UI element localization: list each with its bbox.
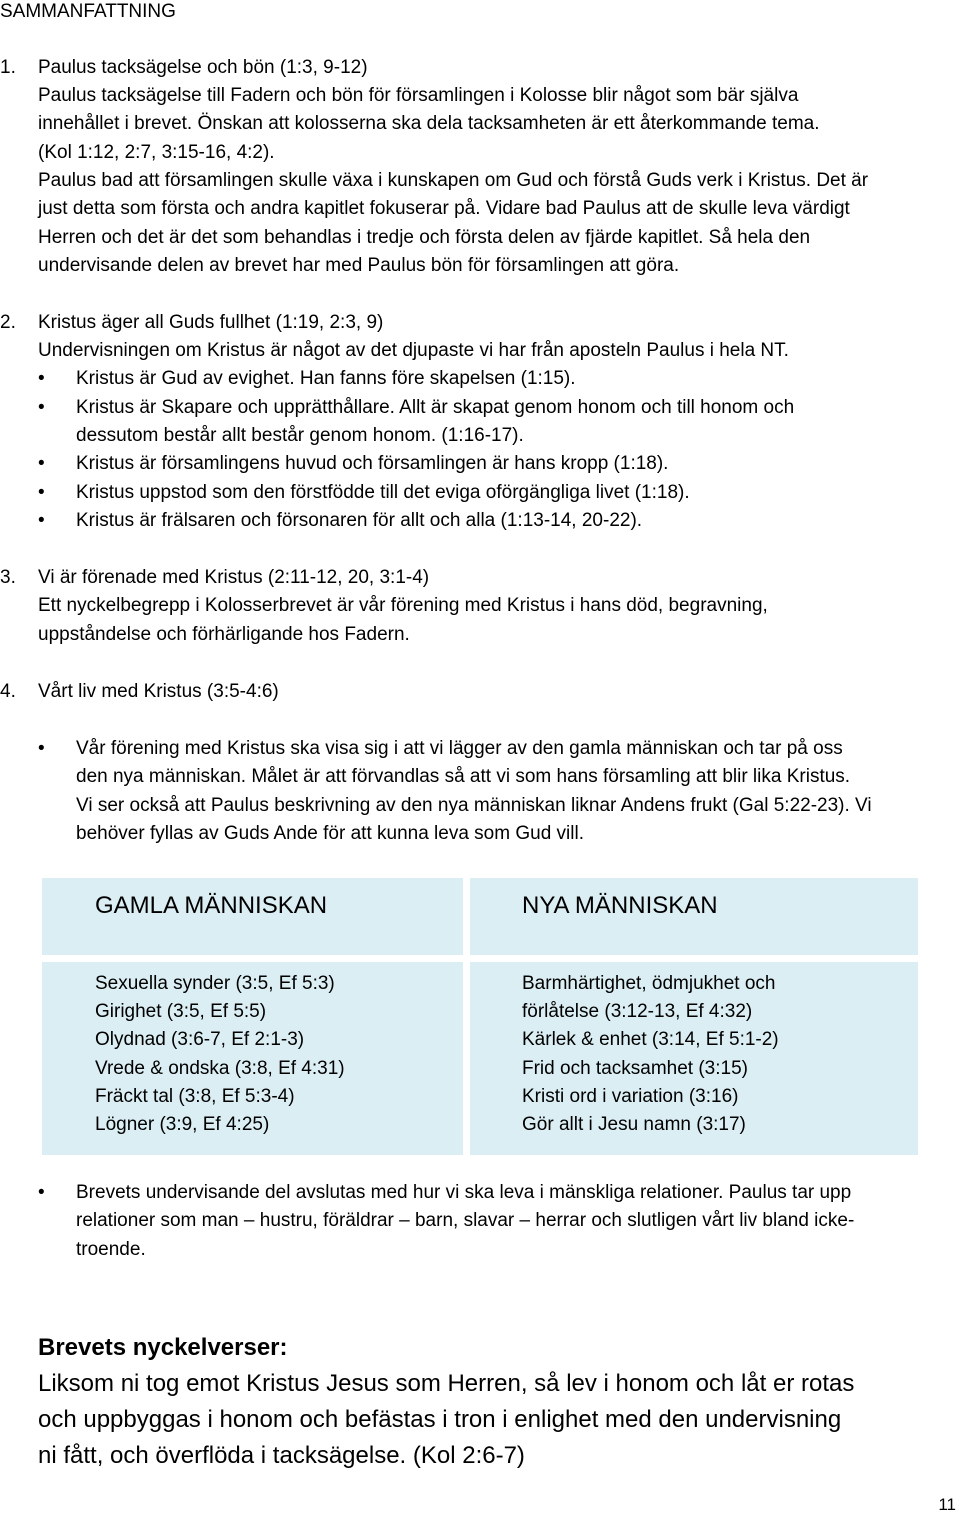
section-1-title: Paulus tacksägelse och bön (1:3, 9-12) bbox=[38, 57, 368, 78]
section-2-number: 2. bbox=[0, 312, 16, 333]
list-item: behöver fyllas av Guds Ande för att kunna leva som Gud vill. bbox=[76, 823, 584, 844]
section-1-line: Paulus bad att församlingen skulle växa i kunskapen om Gud och förstå Guds verk i Kristus. Det är bbox=[38, 170, 869, 191]
section-1-line: Herren och det är det som behandlas i tredje och första delen av fjärde kapitlet. Så hela den bbox=[38, 227, 811, 248]
section-1-line: innehållet i brevet. Önskan att kolosserna ska dela tacksamheten är ett återkommande tema. bbox=[38, 113, 820, 134]
section-1-line: just detta som första och andra kapitlet fokuserar på. Vidare bad Paulus att de skulle leva värdigt bbox=[38, 198, 850, 219]
key-verse-line: ni fått, och överflöda i tacksägelse. (Kol 2:6-7) bbox=[38, 1442, 525, 1469]
section-3-title: Vi är förenade med Kristus (2:11-12, 20, 3:1-4) bbox=[38, 567, 430, 588]
table-cell: Vrede & ondska (3:8, Ef 4:31) bbox=[95, 1058, 345, 1079]
table-cell: Gör allt i Jesu namn (3:17) bbox=[522, 1114, 746, 1135]
list-item: den nya människan. Målet är att förvandlas så att vi som hans församling att blir lika Kristus. bbox=[76, 766, 851, 787]
list-item: Kristus är Skapare och upprätthållare. Allt är skapat genom honom och till honom och bbox=[76, 397, 795, 418]
bullet-icon: • bbox=[38, 510, 45, 531]
section-3-line: Ett nyckelbegrepp i Kolosserbrevet är vår förening med Kristus i hans död, begravning, bbox=[38, 595, 768, 616]
bullet-icon: • bbox=[38, 453, 45, 474]
section-2-intro: Undervisningen om Kristus är något av det djupaste vi har från aposteln Paulus i hela NT. bbox=[38, 340, 789, 361]
list-item: relationer som man – hustru, föräldrar – barn, slavar – herrar och slutligen vårt liv bland icke- bbox=[76, 1210, 855, 1231]
section-4-title: Vårt liv med Kristus (3:5-4:6) bbox=[38, 681, 279, 702]
section-1-number: 1. bbox=[0, 57, 16, 78]
list-item: Vi ser också att Paulus beskrivning av den nya människan liknar Andens frukt (Gal 5:22-23). Vi bbox=[76, 795, 872, 816]
bullet-icon: • bbox=[38, 397, 45, 418]
table-cell: Lögner (3:9, Ef 4:25) bbox=[95, 1114, 270, 1135]
list-item: troende. bbox=[76, 1239, 146, 1260]
table-cell: Fräckt tal (3:8, Ef 5:3-4) bbox=[95, 1086, 295, 1107]
list-item: Brevets undervisande del avslutas med hur vi ska leva i mänskliga relationer. Paulus tar upp bbox=[76, 1182, 852, 1203]
page-number: 11 bbox=[938, 1495, 956, 1514]
bullet-icon: • bbox=[38, 738, 45, 759]
key-verse-line: Liksom ni tog emot Kristus Jesus som Herren, så lev i honom och låt er rotas bbox=[38, 1370, 855, 1397]
table-cell: Frid och tacksamhet (3:15) bbox=[522, 1058, 748, 1079]
table-header-old-man: GAMLA MÄNNISKAN bbox=[95, 892, 328, 919]
list-item: Kristus är församlingens huvud och församlingen är hans kropp (1:18). bbox=[76, 453, 669, 474]
table-cell: förlåtelse (3:12-13, Ef 4:32) bbox=[522, 1001, 753, 1022]
table-cell: Olydnad (3:6-7, Ef 2:1-3) bbox=[95, 1029, 305, 1050]
section-4-number: 4. bbox=[0, 681, 16, 702]
section-3-line: uppståndelse och förhärligande hos Fadern. bbox=[38, 624, 410, 645]
section-2-title: Kristus äger all Guds fullhet (1:19, 2:3, 9) bbox=[38, 312, 384, 333]
bullet-icon: • bbox=[38, 482, 45, 503]
table-cell: Barmhärtighet, ödmjukhet och bbox=[522, 973, 776, 994]
section-1-line: Paulus tacksägelse till Fadern och bön för församlingen i Kolosse blir något som bär själva bbox=[38, 85, 799, 106]
table-cell: Sexuella synder (3:5, Ef 5:3) bbox=[95, 973, 335, 994]
page-heading: SAMMANFATTNING bbox=[0, 1, 176, 22]
section-3-number: 3. bbox=[0, 567, 16, 588]
list-item: Vår förening med Kristus ska visa sig i att vi lägger av den gamla människan och tar på oss bbox=[76, 738, 843, 759]
list-item: Kristus är Gud av evighet. Han fanns före skapelsen (1:15). bbox=[76, 368, 576, 389]
table-cell: Kärlek & enhet (3:14, Ef 5:1-2) bbox=[522, 1029, 779, 1050]
section-1-line: undervisande delen av brevet har med Paulus bön för församlingen att göra. bbox=[38, 255, 680, 276]
key-verses-heading: Brevets nyckelverser: bbox=[38, 1334, 288, 1361]
table-cell: Girighet (3:5, Ef 5:5) bbox=[95, 1001, 267, 1022]
table-header-new-man: NYA MÄNNISKAN bbox=[522, 892, 718, 919]
list-item: Kristus uppstod som den förstfödde till det eviga oförgängliga livet (1:18). bbox=[76, 482, 690, 503]
table-cell: Kristi ord i variation (3:16) bbox=[522, 1086, 739, 1107]
bullet-icon: • bbox=[38, 1182, 45, 1203]
list-item: Kristus är frälsaren och försonaren för allt och alla (1:13-14, 20-22). bbox=[76, 510, 643, 531]
bullet-icon: • bbox=[38, 368, 45, 389]
key-verse-line: och uppbyggas i honom och befästas i tron i enlighet med den undervisning bbox=[38, 1406, 842, 1433]
section-1-line: (Kol 1:12, 2:7, 3:15-16, 4:2). bbox=[38, 142, 275, 163]
list-item: dessutom består allt består genom honom. (1:16-17). bbox=[76, 425, 524, 446]
